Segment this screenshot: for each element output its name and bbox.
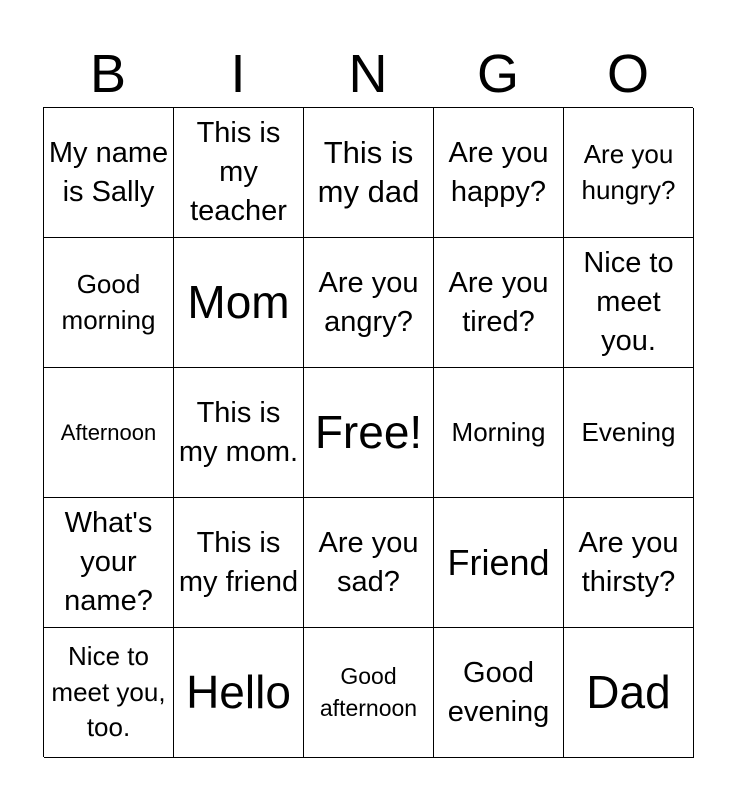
cell-text: Are you happy? [448, 136, 549, 208]
bingo-cell[interactable] [44, 108, 174, 238]
bingo-cell[interactable] [564, 238, 694, 368]
cell-text: Nice to meet you. [583, 247, 674, 357]
cell-text: My name is Sally [48, 136, 169, 208]
cell-text: Hello [186, 666, 291, 719]
bingo-cell[interactable] [434, 368, 564, 498]
bingo-cell[interactable] [304, 108, 434, 238]
bingo-cell[interactable] [44, 498, 174, 628]
bingo-cell[interactable] [564, 628, 694, 758]
bingo-cell[interactable] [434, 238, 564, 368]
free-space-text: Free! [314, 406, 423, 459]
bingo-board [43, 107, 693, 757]
cell-text: Good afternoon [319, 662, 418, 721]
bingo-cell[interactable] [174, 498, 304, 628]
cell-text: Good morning [61, 268, 156, 335]
cell-text: Mom [187, 276, 290, 329]
bingo-cell[interactable] [304, 238, 434, 368]
bingo-cell[interactable] [174, 368, 304, 498]
bingo-cell[interactable] [434, 108, 564, 238]
cell-text: Dad [586, 666, 671, 719]
cell-text: Are you hungry? [581, 138, 676, 205]
cell-text: Nice to meet you, too. [51, 640, 166, 743]
cell-text: What's your name? [64, 507, 153, 617]
cell-text: Are you sad? [318, 526, 419, 598]
bingo-cell[interactable] [44, 628, 174, 758]
bingo-cell[interactable] [564, 498, 694, 628]
bingo-cell[interactable] [434, 498, 564, 628]
header-letter-g: G [476, 44, 519, 104]
bingo-cell[interactable] [44, 238, 174, 368]
bingo-cell[interactable] [304, 498, 434, 628]
cell-text: This is my mom. [178, 396, 299, 468]
cell-text: Are you tired? [448, 266, 549, 338]
bingo-cell[interactable] [564, 108, 694, 238]
header-letter-n: N [348, 44, 388, 104]
cell-text: Afternoon [60, 419, 157, 445]
bingo-cell[interactable] [304, 628, 434, 758]
free-space-cell[interactable] [304, 368, 434, 498]
bingo-cell[interactable] [564, 368, 694, 498]
cell-text: This is my dad [317, 134, 420, 209]
cell-text: This is my friend [178, 526, 299, 598]
cell-text: Evening [581, 416, 676, 447]
cell-text: Friend [447, 541, 550, 583]
bingo-cell[interactable] [174, 108, 304, 238]
bingo-cell[interactable] [434, 628, 564, 758]
cell-text: Good evening [447, 656, 550, 728]
bingo-cell[interactable] [174, 628, 304, 758]
header-letter-o: O [606, 44, 649, 104]
header-letter-i: I [230, 44, 246, 104]
cell-text: Are you thirsty? [578, 526, 679, 598]
header-letter-b: B [89, 44, 127, 104]
bingo-header [43, 40, 693, 108]
cell-text: Morning [451, 416, 546, 447]
cell-text: Are you angry? [318, 266, 419, 338]
bingo-cell[interactable] [174, 238, 304, 368]
bingo-cell[interactable] [44, 368, 174, 498]
cell-text: This is my teacher [190, 117, 287, 227]
